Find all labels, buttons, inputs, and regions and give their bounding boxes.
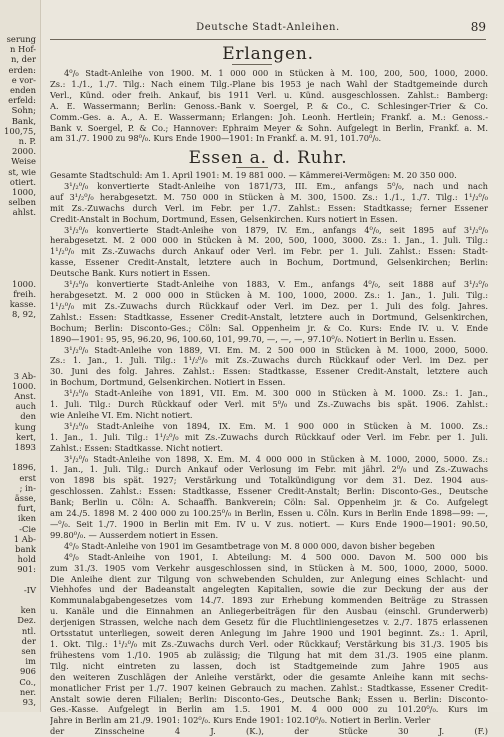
gutter-fragment: -Cie — [19, 523, 36, 534]
essen-text-line: 1890—1901: 95, 95, 96.20, 96, 100.60, 101, 99.70, —, —, —, 97.10⁰/₀. Notiert in Berlin u. Essen. — [50, 333, 457, 344]
gutter-fragment: der — [21, 635, 36, 646]
essen-text-line: Viehhofes und der Badeanstalt angelegten Kapitalien, sowie die zur Deckung der aus der — [50, 584, 488, 595]
gutter-fragment: im — [25, 656, 36, 667]
gutter-fragment: sen — [21, 646, 36, 656]
gutter-fragment: -IV — [23, 584, 36, 595]
essen-text-line: geschlossen. Zahlst.: Essen: Stadtkasse, Essener Credit-Anstalt; Berlin: Disconto-Ges., Deutsche — [50, 486, 488, 497]
gutter-fragment: Bank, — [11, 115, 36, 126]
essen-text-line: 3¹/₂⁰/₀ Stadt-Anleihe von 1894, IX. Em. M. 1 900 000 in Stücken à M. 1000. Zs.: — [64, 420, 488, 431]
essen-text-line: von 1898 bis spät. 1927; Verstärkung und Totalkündigung vor dem 31. Dez. 1904 aus- — [50, 475, 488, 486]
essen-text-line: Zs.: 1. Jan., 1. Juli. Tilg.: 1¹/₂⁰/₀ mit Zs.-Zuwachs durch Rückkauf oder Verl. im Dez. per — [50, 355, 488, 366]
gutter-fragment: ken — [20, 605, 36, 616]
essen-text-line: den weiteren Zuschlägen der Anleihe verstärkt, oder die gesamte Anleihe kann mit sechs- — [50, 671, 488, 682]
gutter-fragment: 3 Ab- — [13, 370, 36, 381]
gutter-fragment: 1000. — [12, 380, 36, 391]
erlangen-text-line: 4⁰/₀ Stadt-Anleihe von 1900. M. 1 000 000 in Stücken à M. 100, 200, 500, 1000, 2000. — [64, 68, 488, 78]
essen-text-line: Die Anleihe dient zur Tilgung von schwebenden Schulden, zur Anlegung eines Schlacht- und — [50, 573, 488, 584]
essen-text-line: Jahre in Berlin am 21./9. 1901: 102⁰/₀. Kurs Ende 1901: 102.10⁰/₀. Notiert in Berlin. Verler — [50, 715, 431, 726]
essen-text-line: 1. Okt. Tilg.: 1¹/₂⁰/₀ mit Zs.-Zuwachs durch Verl. oder Rückkauf; Verstärkung bis 31./3. 1905 bis — [50, 638, 488, 649]
gutter-fragment: ahlst. — [12, 207, 36, 218]
essen-text — [50, 170, 488, 737]
essen-text-line: 3¹/₂⁰/₀ konvertierte Stadt-Anleihe von 1871/73, III. Em., anfangs 5⁰/₀, nach und nach — [64, 180, 488, 191]
erlangen-text-line: Comm.-Ges. a. A., A. E. Wassermann; Erlangen: Joh. Leonh. Hertlein; Frankf. a. M.: Genoss.- — [50, 111, 488, 122]
essen-text-line: kasse, Essener Credit-Anstalt, letztere auch in Bochum, Dortmund, Gelsenkirchen; Berlin: — [50, 257, 488, 268]
gutter-fragment: 901: — [17, 564, 36, 575]
gutter-fragment: n, der — [10, 54, 36, 65]
essen-text-line: herabgesetzt. M. 2 000 000 in Stücken à M. 100, 1000, 2000. Zs.: 1. Jan., 1. Juli. Tilg.: — [50, 289, 488, 300]
gutter-fragment: erst — [19, 472, 36, 483]
gutter-fragment: 1000. — [12, 278, 36, 289]
essen-text-line: wie Anleihe VI. Em. Nicht notiert. — [50, 409, 193, 420]
essen-text-line: 30. Juni des folg. Jahres. Zahlst.: Essen: Stadtkasse, Essener Credit-Anstalt, letztere auch — [50, 366, 488, 377]
gutter-fragment: 1896, — [12, 462, 36, 473]
essen-text-line: 1¹/₂⁰/₀ mit Zs.-Zuwachs durch Rückkauf oder Verl. im Dez. per 1. Juli des folg. Jahres. — [50, 300, 488, 311]
essen-text-line: zum 31./3. 1905 vom Verkehr ausgeschlossen sind, in Stücken à M. 500, 1000, 2000, 5000. — [50, 562, 488, 573]
erlangen-text-line: Bank v. Soergel, P. & Co.; Hannover: Ephraim Meyer & Sohn. Aufgelegt in Berlin, Frankf. a. M. — [50, 122, 488, 133]
gutter-fragment: e vor- — [11, 74, 36, 85]
gutter-fragment: den — [20, 411, 36, 422]
erlangen-text-line: Verl., Künd. oder freih. Ankauf, bis 1911 Verl. u. Künd. ausgeschlossen. Zahlst.: Bamberg: — [50, 89, 488, 100]
essen-text-line: derjenigen Strassen, welche nach dem Gesetz für die Fluchtliniengesetzes v. 2./7. 1875 erlassenen — [50, 617, 488, 628]
essen-text-line: Bochum; Berlin: Disconto-Ges.; Cöln: Sal. Oppenheim jr. & Co. Kurs: Ende IV. u. V. Ende — [50, 322, 488, 333]
gutter-fragment: Anst. — [14, 391, 36, 401]
gutter-fragment: kung — [14, 421, 36, 432]
gutter-fragment: 1 Ab- — [13, 533, 36, 544]
essen-text-line: Zahlst.: Essen: Stadtkasse. Nicht notiert. — [50, 442, 223, 453]
gutter-fragment: iken — [17, 513, 36, 524]
essen-text-line: Kommunalabgabengesetzes vom 14./7. 1893 zur Erhebung kommenden Beiträge zu Strassen — [50, 595, 488, 606]
gutter-fragment: n. P. — [18, 136, 36, 146]
gutter-fragment: furt, — [17, 503, 36, 514]
gutter-fragment: erden: — [8, 64, 36, 75]
erlangen-text-line: Zs.: 1./1., 1./7. Tilg.: Nach einem Tilg.-Plane bis 1953 je nach Wahl der Stadtgemeinde durch — [50, 78, 488, 89]
gutter-fragment: ner. — [19, 686, 36, 697]
essen-text-line: 1. Jan., 1. Juli. Tilg.: Durch Ankauf oder Verlosung im Febr. mit jährl. 2⁰/₀ und Zs.-Zuwachs — [50, 464, 488, 475]
gutter-fragment: Weise — [11, 156, 36, 167]
essen-text-line: 4⁰/₀ Stadt-Anleihe von 1901 im Gesamtbetrage von M. 8 000 000, davon bisher begeben — [64, 540, 436, 551]
essen-text-line: 1. Jan., 1. Juli. Tilg.: 1¹/₂⁰/₀ mit Zs.-Zuwachs durch Rückkauf oder Verl. im Febr. per 1. Juli. — [50, 431, 488, 442]
essen-text-line: 4⁰/₀ Stadt-Anleihe von 1901, I. Abteilung: M. 4 500 000. Davon M. 500 000 bis — [64, 551, 488, 562]
essen-text-line: monatlicher Frist per 1./7. 1907 keinen Gebrauch zu machen. Zahlst.: Stadtkasse, Essener Credit- — [50, 682, 488, 693]
erlangen-text — [50, 68, 488, 144]
essen-text-line: 3¹/₂⁰/₀ konvertierte Stadt-Anleihe von 1879, IV. Em., anfangs 4⁰/₀, seit 1895 auf 3¹/₂⁰/₀ — [64, 224, 488, 235]
section-heading-erlangen: Erlangen. — [222, 44, 314, 64]
gutter-fragment: 8, 92, — [12, 309, 36, 320]
essen-text-line: Anstalt sowie deren Filialen; Berlin: Disconto-Ges., Deutsche Bank; Essen u. Berlin: Disconto- — [50, 693, 488, 704]
essen-text-line: Gesamte Stadtschuld: Am 1. April 1901: M. 19 881 000. — Kämmerei-Vermögen: M. 20 350 000. — [50, 170, 457, 180]
essen-text-line: Credit-Anstalt in Bochum, Dortmund, Essen, Gelsenkirchen. Kurs notiert in Essen. — [50, 213, 398, 224]
essen-text-line: mit Zs.-Zuwachs durch Verl. im Febr. per 1./7. Zahlst.: Essen: Stadtkasse; ferner Essener — [50, 202, 488, 213]
essen-text-line: Ortsstatut unterliegen, soweit deren Anlegung im Jahre 1900 und 1901 beginnt. Zs.: 1. April, — [50, 628, 488, 639]
erlangen-text-line: A. E. Wassermann; Berlin: Genoss.-Bank v. Soergel, P. & Co., C. Schlesinger-Trier & Co. — [50, 100, 488, 111]
essen-text-line: auf 3¹/₂⁰/₀ herabgesetzt. M. 750 000 in Stücken à M. 300, 1500. Zs.: 1./1., 1./7. Tilg.: 1¹/₂⁰/₀ — [50, 191, 488, 202]
gutter-fragment: st, wie — [8, 166, 36, 177]
heading-underline — [236, 167, 268, 168]
gutter-fragment: hold — [17, 554, 36, 565]
essen-text-line: 1¹/₂⁰/₀ mit Zs.-Zuwachs durch Ankauf oder Verl. im Febr. per 1. Juli. Zahlst.: Essen: Stadt- — [50, 246, 488, 257]
essen-text-line: der Zinsscheine 4 J. (K.), der Stücke 30 J. (F.) — [50, 726, 488, 737]
essen-text-line: am 24./5. 1898 M. 2 400 000 zu 100.25⁰/₀ in Berlin, Essen u. Cöln. Kurs in Berlin Ende 1898—99: —, — [50, 508, 488, 519]
gutter-fragment: 93, — [22, 697, 36, 707]
essen-text-line: 3¹/₂⁰/₀ Stadt-Anleihe von 1891, VII. Em. M. 300 000 in Stücken à M. 1000. Zs.: 1. Jan., — [64, 388, 488, 399]
gutter-fragment: Dez. — [17, 615, 36, 626]
essen-text-line: frühestens vom 1./10. 1905 ab zulässig; die Tilgung hat mit dem 31./3. 1905 eine planm. — [50, 649, 488, 660]
gutter-fragment: ; in- — [19, 482, 36, 493]
gutter-fragment: 906 — [20, 666, 36, 677]
gutter-fragment: enden — [9, 85, 36, 95]
gutter-fragment: erfeld: — [8, 95, 36, 106]
gutter-fragment: 100,75, — [4, 125, 36, 136]
erlangen-text-line: am 31./7. 1900 zu 98⁰/₀. Kurs Ende 1900—1901: In Frankf. a. M. 91, 101.70⁰/₀. — [50, 133, 382, 144]
essen-text-line: herabgesetzt. M. 2 000 000 in Stücken à M. 200, 500, 1000, 3000. Zs.: 1. Jan., 1. Juli. Tilg.: — [50, 235, 488, 246]
essen-text-line: Zahlst.: Essen: Stadtkasse, Essener Credit-Anstalt, letztere auch in Dortmund, Gelsenkirchen, — [50, 311, 488, 322]
gutter-fragment: freih. — [13, 289, 36, 299]
gutter-fragment: ntl. — [21, 625, 36, 636]
header-rule — [50, 39, 486, 40]
essen-text-line: —⁰/₀. Seit 1./7. 1900 in Berlin mit Em. IV u. V zus. notiert. — Kurs Ende 1900—1901: 90.50, — [50, 519, 488, 529]
gutter-fragment: auch — [15, 401, 36, 412]
essen-text-line: 3¹/₂⁰/₀ Stadt-Anleihe von 1889, VI. Em. M. 2 500 000 in Stücken à M. 1000, 2000, 5000. — [64, 344, 488, 355]
essen-text-line: Tilg. nicht eintreten zu lassen, doch ist Stadtgemeinde zum Jahre 1905 aus — [50, 660, 488, 671]
essen-text-line: Deutsche Bank. Kurs notiert in Essen. — [50, 268, 211, 279]
gutter-fragment: 2000. — [12, 146, 36, 157]
gutter-fragment: otiert. — [9, 176, 36, 187]
gutter-fragment: serung — [6, 34, 36, 44]
previous-page-edge — [0, 0, 41, 712]
essen-text-line: 3¹/₂⁰/₀ Stadt-Anleihe von 1898, X. Em. M. 4 000 000 in Stücken à M. 1000, 2000, 5000. Zs.: — [64, 453, 488, 464]
gutter-fragment: kert, — [15, 431, 36, 442]
gutter-fragment: 1000, — [12, 187, 36, 197]
page-number: 89 — [470, 20, 486, 34]
gutter-fragment: selben — [8, 197, 36, 208]
gutter-fragment: n Hof- — [9, 44, 36, 55]
essen-text-line: u. Kanäle und die Einnahmen an Anliegerbeiträgen für den Ausbau (einschl. Grunderwerb) — [50, 606, 488, 617]
essen-text-line: 99.80⁰/₀. — Ausserdem notiert in Essen. — [50, 529, 219, 540]
page-header — [50, 22, 486, 36]
essen-text-line: 3¹/₂⁰/₀ konvertierte Stadt-Anleihe von 1883, V. Em., anfangs 4⁰/₀, seit 1888 auf 3¹/₂⁰/₀ — [64, 279, 488, 290]
gutter-fragment: bank — [15, 544, 36, 554]
gutter-fragment: ässe, — [14, 493, 36, 503]
essen-text-line: Bank; Berlin u. Cöln: A. Schaaffh. Bankverein; Cöln: Sal. Oppenheim jr. & Co. Aufgelegt — [50, 497, 488, 508]
gutter-fragment: Sohn; — [11, 105, 36, 116]
gutter-fragment: Co., — [19, 676, 36, 687]
essen-text-line: 1. Juli. Tilg.: Durch Rückkauf oder Verl. mit 5⁰/₀ und Zs.-Zuwachs bis spät. 1906. Zahlst.: — [50, 399, 488, 410]
essen-text-line: in Bochum, Dortmund, Gelsenkirchen. Notiert in Essen. — [50, 377, 286, 388]
gutter-fragment: kasse. — [9, 299, 36, 310]
gutter-fragment: 1893 — [14, 442, 36, 452]
section-heading-essen: Essen a. d. Ruhr. — [188, 148, 348, 168]
heading-underline — [232, 64, 272, 65]
essen-text-line: Ges.-Kasse. Aufgelegt in Berlin am 1.5. 1901 M. 4 000 000 zu 101.20⁰/₀. Kurs im — [50, 704, 488, 715]
running-title: Deutsche Stadt-Anleihen. — [196, 22, 340, 33]
